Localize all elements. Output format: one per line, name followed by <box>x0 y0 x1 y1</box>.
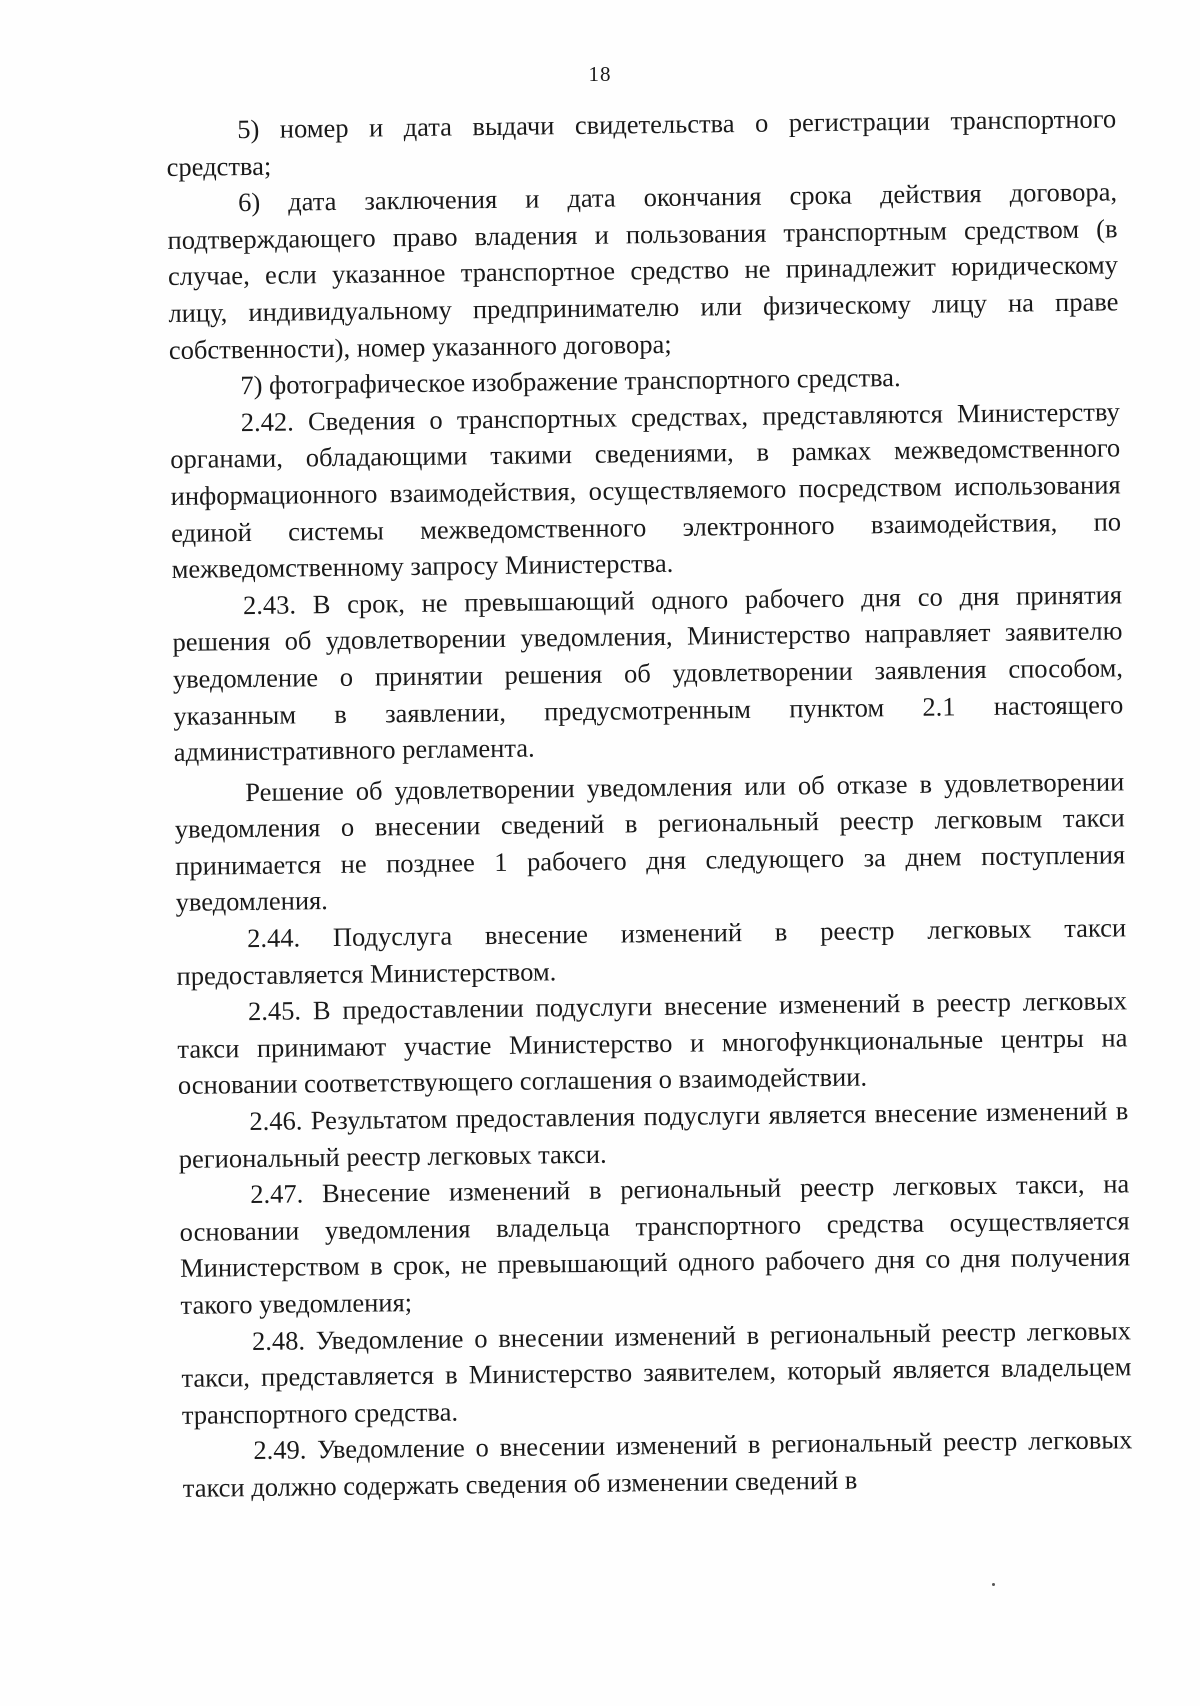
page-number: 18 <box>588 62 612 86</box>
paragraph-2-42: 2.42. Сведения о транспортных средствах, представляются Министерству органами, обладающими такими сведениями, в рамках межведомственного информационного взаимодействия, осуществляемого посредством использования единой системы межведомственного электронного взаимодействия, по межведомственному запросу Министерства. <box>170 396 1122 585</box>
paragraph-2-43: 2.43. В срок, не превышающий одного рабочего дня со дня принятия решения об удовлетворении уведомления, Министерство направляет заявителю уведомление о принятии решения об удовлетворении заявления способом, указанным в заявлении, предусмотренным пунктом 2.1 настоящего административного регламента. <box>172 579 1124 768</box>
paragraph-2-49: 2.49. Уведомление о внесении изменений в региональный реестр легковых такси должно содержать сведения об изменении сведений в <box>182 1424 1133 1503</box>
paragraph-decision: Решение об удовлетворении уведомления или об отказе в удовлетворении уведомления о внесении сведений в региональный реестр легковым такси принимается не позднее 1 рабочего дня следующего за днем поступления уведомления. <box>174 766 1126 918</box>
scan-dot <box>992 1583 995 1586</box>
paragraph-2-47: 2.47. Внесение изменений в региональный реестр легковых такси, на основании уведомления владельца транспортного средства осуществляется Министерством в срок, не превышающий одного рабочего дня со дня получения такого уведомления; <box>179 1168 1131 1320</box>
paragraph-2-45: 2.45. В предоставлении подуслуги внесение изменений в реестр легковых такси принимают участие Министерство и многофункциональные центры на основании соответствующего соглашения о взаимодействии. <box>177 985 1128 1101</box>
paragraph-item-6: 6) дата заключения и дата окончания срока действия договора, подтверждающего право владения и пользования транспортным средством (в случае, если указанное транспортное средство не принадлежит юридическому лицу, индивидуальному предпринимателю или физическому лицу на праве собственности), номер указанного договора; <box>167 176 1119 365</box>
paragraph-2-48: 2.48. Уведомление о внесении изменений в региональный реестр легковых такси, представляется в Министерство заявителем, который является владельцем транспортного средства. <box>181 1314 1132 1430</box>
paragraph-2-44: 2.44. Подуслуга внесение изменений в реестр легковых такси предоставляется Министерством. <box>176 912 1127 991</box>
paragraph-item-7: 7) фотографическое изображение транспортного средства. <box>240 362 901 401</box>
document-body <box>166 100 1133 1506</box>
paragraph-item-5: 5) номер и дата выдачи свидетельства о регистрации транспортного средства; <box>166 103 1117 182</box>
paragraph-2-46: 2.46. Результатом предоставления подуслуги является внесение изменений в региональный реестр легковых такси. <box>178 1095 1129 1174</box>
